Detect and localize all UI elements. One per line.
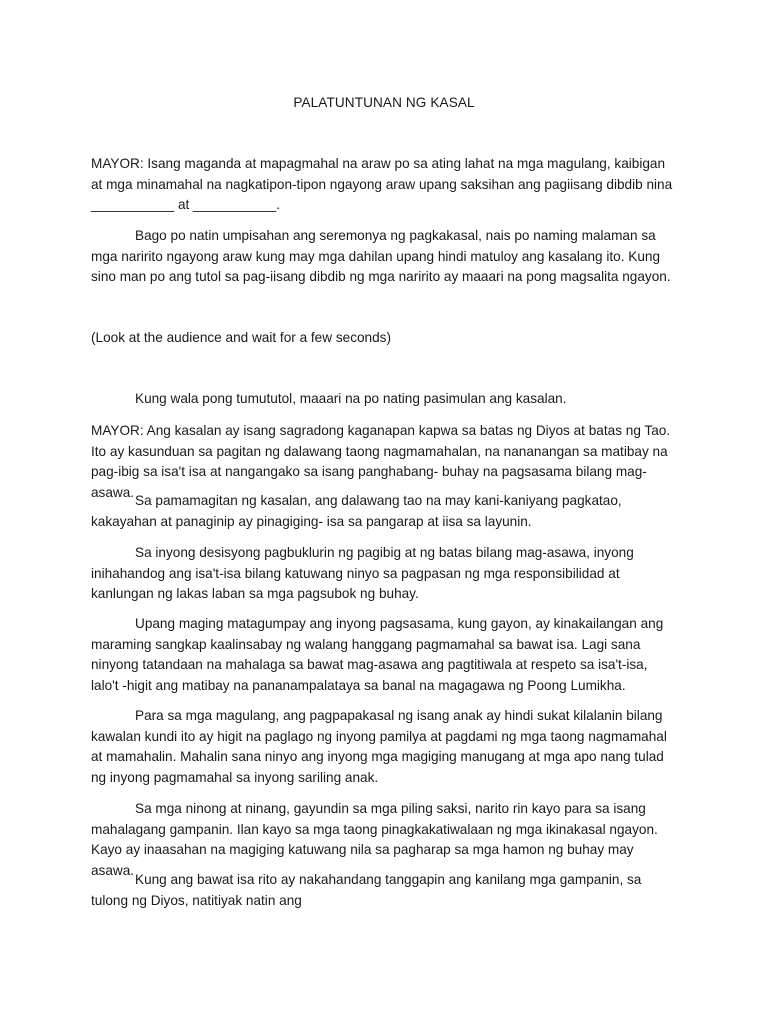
paragraph-success: Upang maging matagumpay ang inyong pagsasama, kung gayon, ay kinakailangan ang maraming sangkap kaalinsabay ng walang hanggang pagmamahal sa bawat isa. Lagi sana ninyong tatandaan na mahalaga sa bawat mag-asawa ang pagtitiwala at respeto sa isa't-isa, lalo't -higit ang matibay na pananampalataya sa banal na magagawa ng Poong Lumikha. <box>91 616 664 693</box>
paragraph-sponsors: Sa mga ninong at ninang, gayundin sa mga piling saksi, narito rin kayo para sa isang mahalagang gampanin. Ilan kayo sa mga taong pinagkakatiwalaan ng mga ikinakasal ngayon. Kayo ay inaasahan na magiging katuwang nila sa pagharap sa mga hamon ng buhay may asawa. <box>91 801 658 878</box>
paragraph-closing: Kung ang bawat isa rito ay nakahandang tanggapin ang kanilang mga gampanin, sa tulong ng Diyos, natitiyak natin ang <box>91 872 642 908</box>
paragraph-stage-direction: (Look at the audience and wait for a few seconds) <box>91 330 391 345</box>
paragraph-begin-wedding: Kung wala pong tumututol, maaari na po nating pasimulan ang kasalan. <box>135 391 567 406</box>
paragraph-objection-call: Bago po natin umpisahan ang seremonya ng pagkakasal, nais po naming malaman sa mga naririto ngayong araw kung may mga dahilan upang hindi matuloy ang kasalang ito. Kung sino man po ang tutol sa pag-iisang dibdib ng mga naririto ay maaari na pong magsalita ngayon. <box>91 228 671 284</box>
paragraph-decision: Sa inyong desisyong pagbuklurin ng pagibig at ng batas bilang mag-asawa, inyong inihahandog ang isa't-isa bilang katuwang ninyo sa pagpasan ng mga responsibilidad at kanlungan ng lakas laban sa mga pagsubok ng buhay. <box>91 545 634 601</box>
paragraph-mayor-welcome: MAYOR: Isang maganda at mapagmahal na araw po sa ating lahat na mga magulang, kaibigan at mga minamahal na nagkatipon-tipon ngayong araw upang saksihan ang pagiisang dibdib nina ___________ at ___________. <box>91 156 673 212</box>
paragraph-parents: Para sa mga magulang, ang pagpapakasal ng isang anak ay hindi sukat kilalanin bilang kawalan kundi ito ay higit na paglago ng inyong pamilya at pagdami ng mga taong nagmamahal at mamahalin. Mahalin sana ninyo ang inyong mga magiging manugang at mga apo nang tulad ng inyong pagmamahal sa inyong sariling anak. <box>91 708 667 785</box>
paragraph-two-people: Sa pamamagitan ng kasalan, ang dalawang tao na may kani-kaniyang pagkatao, kakayahan at panaginip ay pinagiging- isa sa pangarap at iisa sa layunin. <box>91 493 622 529</box>
document-title: PALATUNTUNAN NG KASAL <box>293 95 475 110</box>
paragraph-mayor-sacred: MAYOR: Ang kasalan ay isang sagradong kaganapan kapwa sa batas ng Diyos at batas ng Tao. Ito ay kasunduan sa pagitan ng dalawang taong nagmamahalan, na nananangan sa matibay na pag-ibig sa isa't isa at nangangako sa isang panghabang- buhay na pagsasama bilang mag-asawa. <box>91 423 671 500</box>
